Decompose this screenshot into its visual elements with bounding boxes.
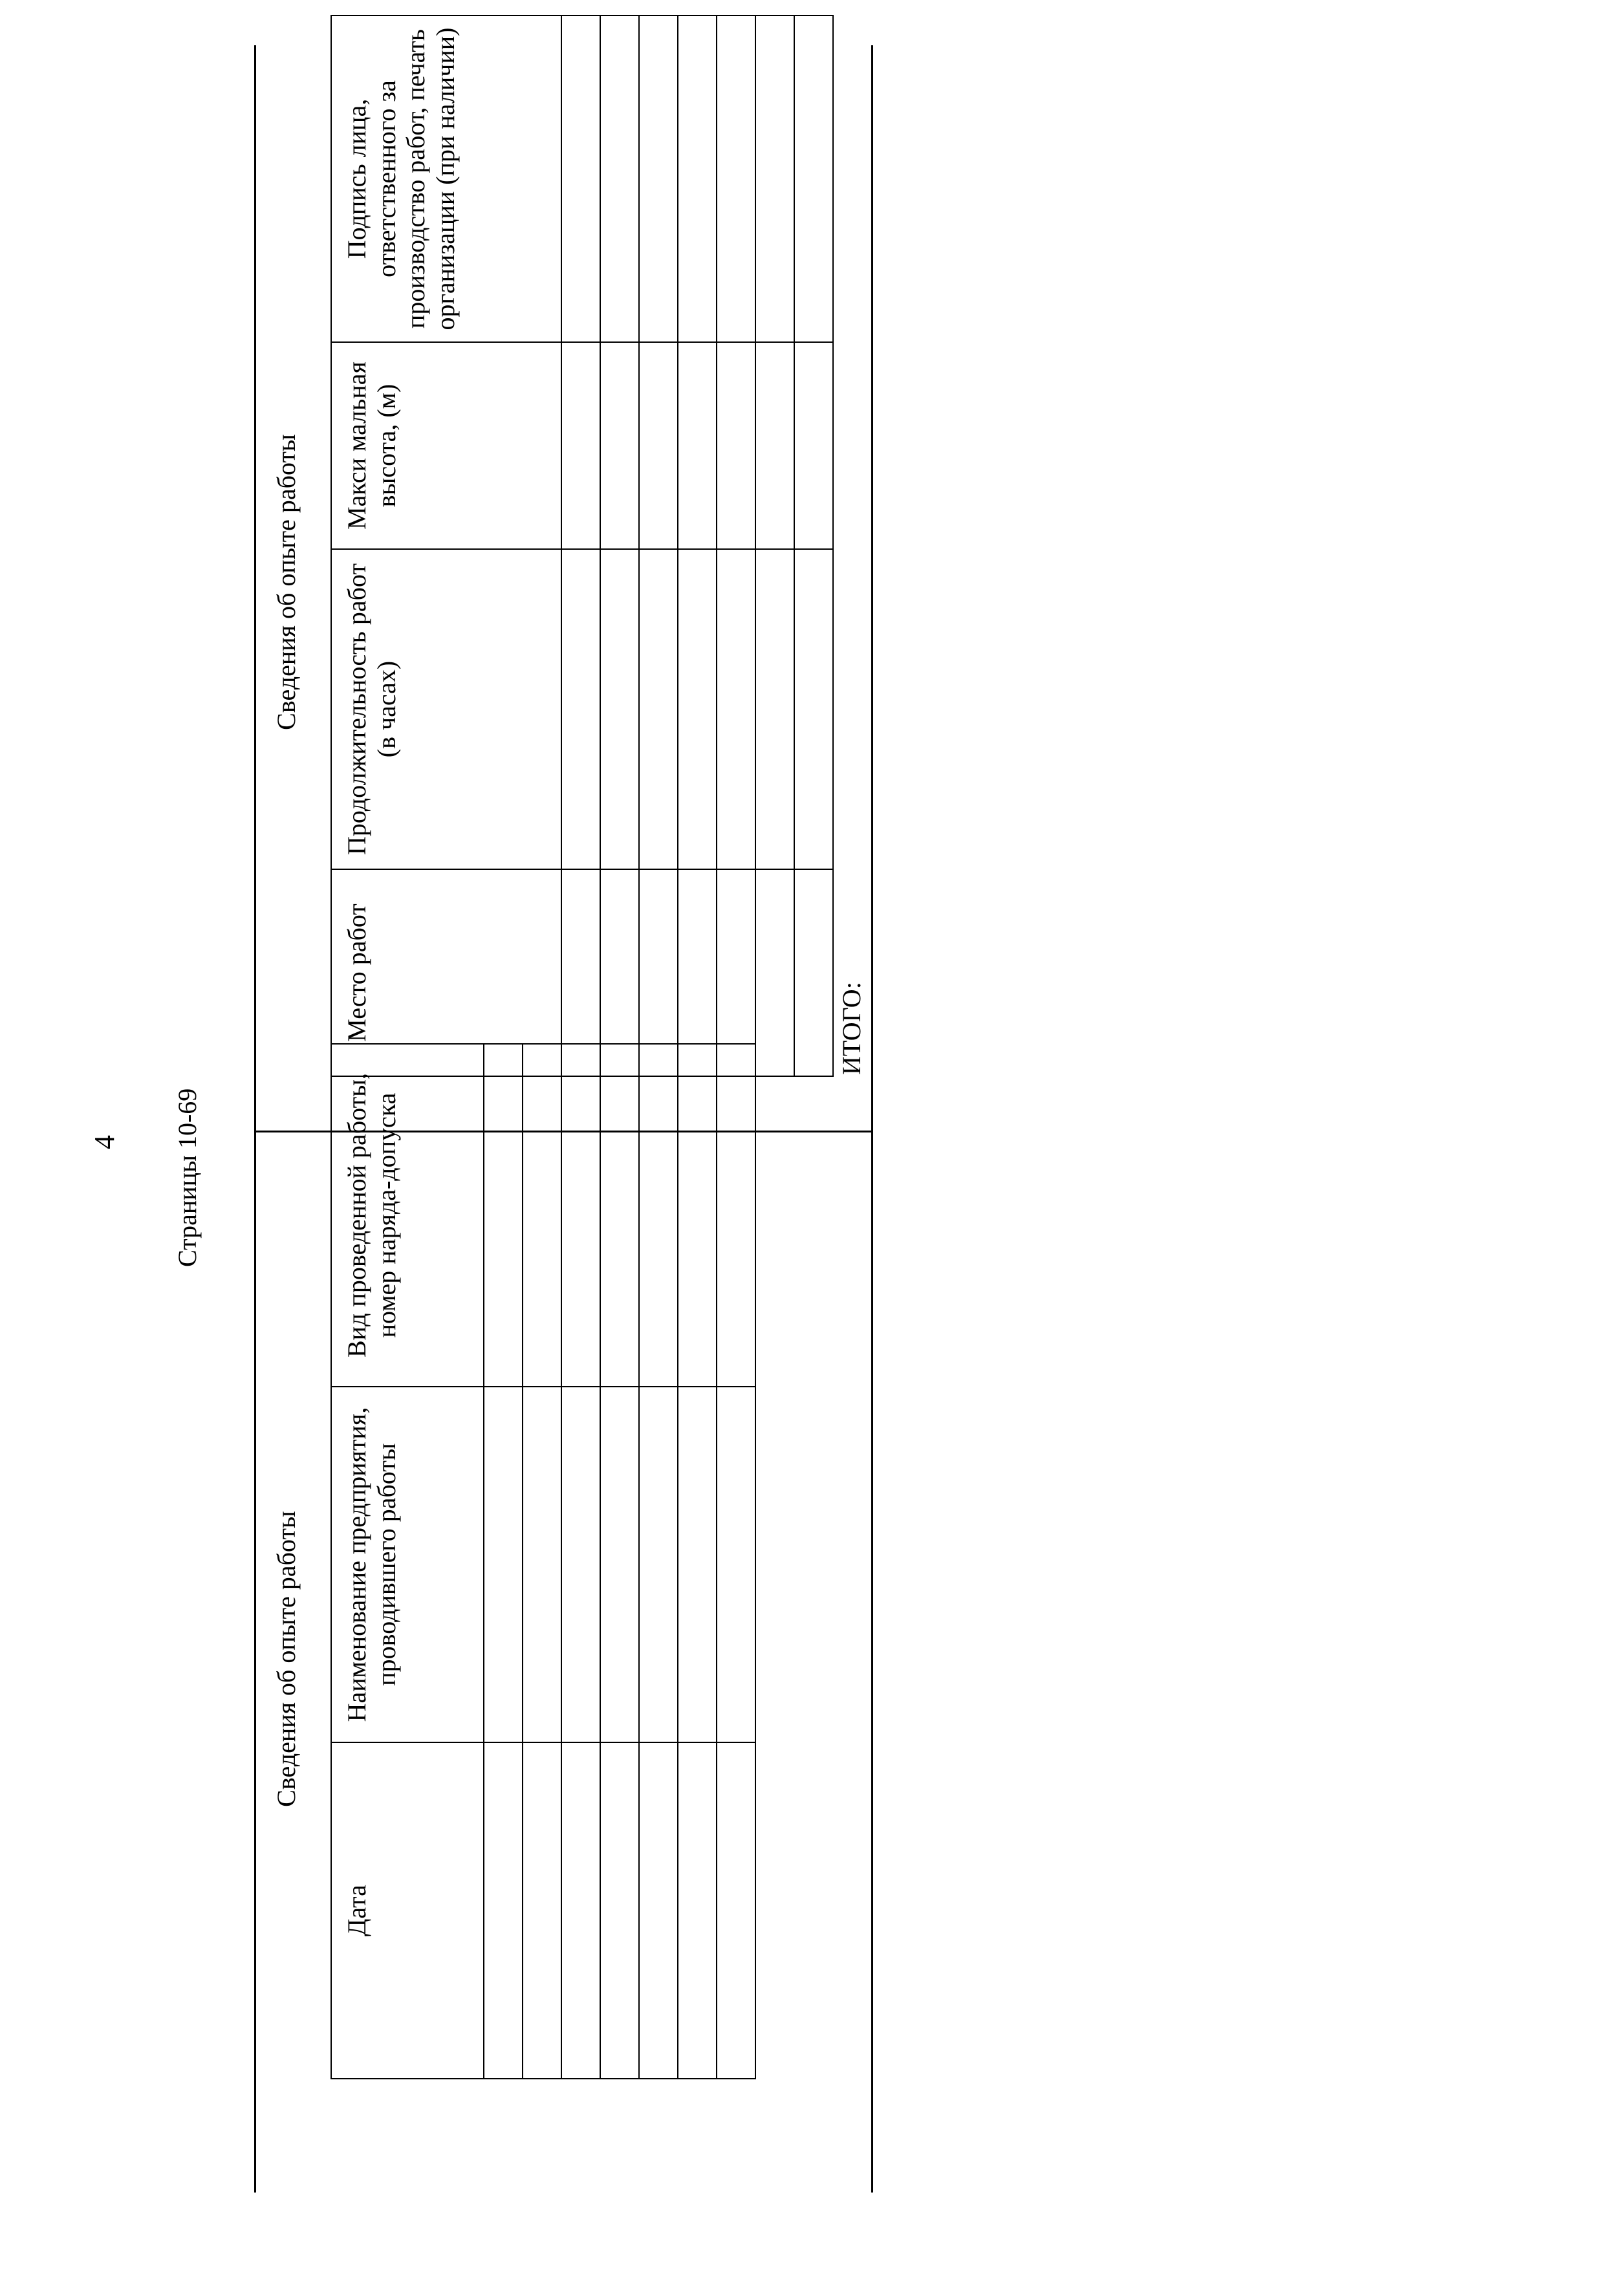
right-experience-table	[331, 15, 834, 1077]
table-cell[interactable]	[755, 869, 794, 1076]
table-cell[interactable]	[600, 16, 639, 342]
table-cell[interactable]	[678, 16, 717, 342]
left-table-row	[600, 1044, 639, 2079]
table-cell[interactable]	[600, 549, 639, 869]
right-table-row	[561, 16, 600, 1076]
table-cell[interactable]	[523, 1387, 561, 1742]
left-col-date: Дата	[331, 1742, 484, 2079]
table-cell[interactable]	[561, 1044, 600, 1387]
table-cell[interactable]	[561, 342, 600, 549]
table-cell[interactable]	[639, 16, 678, 342]
page-range: Страницы 10-69	[173, 1088, 202, 1267]
table-cell[interactable]	[639, 549, 678, 869]
right-section-caption: Сведения об опыте работы	[272, 434, 301, 730]
table-cell[interactable]	[561, 549, 600, 869]
table-cell[interactable]	[561, 1387, 600, 1742]
total-label: ИТОГО:	[837, 982, 866, 1075]
table-cell[interactable]	[717, 1387, 755, 1742]
left-col-work-type: Вид проведенной работы, номер наряда-допуска	[331, 1044, 484, 1387]
table-cell[interactable]	[755, 16, 794, 342]
table-cell[interactable]	[600, 1742, 639, 2079]
right-col-duration: Продолжительность работ (в часах)	[331, 549, 561, 869]
table-cell[interactable]	[717, 342, 755, 549]
right-col-max-height: Макси мальная высота, (м)	[331, 342, 561, 549]
left-table-row	[717, 1044, 755, 2079]
right-table-header	[331, 16, 561, 1076]
table-cell[interactable]	[717, 869, 755, 1076]
table-cell[interactable]	[484, 1044, 523, 1387]
table-cell[interactable]	[717, 16, 755, 342]
table-cell[interactable]	[600, 342, 639, 549]
table-cell[interactable]	[523, 1044, 561, 1387]
right-table-row	[639, 16, 678, 1076]
right-table-row	[794, 16, 833, 1076]
left-experience-table	[331, 1043, 756, 2079]
table-cell[interactable]	[561, 16, 600, 342]
table-cell[interactable]	[717, 549, 755, 869]
left-table-row	[484, 1044, 523, 2079]
table-cell[interactable]	[639, 869, 678, 1076]
table-cell[interactable]	[484, 1387, 523, 1742]
left-table-row	[523, 1044, 561, 2079]
table-cell[interactable]	[678, 1387, 717, 1742]
table-cell[interactable]	[561, 1742, 600, 2079]
table-cell[interactable]	[523, 1742, 561, 2079]
table-cell[interactable]	[639, 342, 678, 549]
table-cell[interactable]	[639, 1742, 678, 2079]
right-col-signature: Подпись лица, ответственного за производство работ, печать организации (при наличии)	[331, 16, 561, 342]
right-table-row	[600, 16, 639, 1076]
table-cell[interactable]	[561, 869, 600, 1076]
table-cell[interactable]	[755, 549, 794, 869]
left-table-header	[331, 1044, 484, 2079]
table-cell[interactable]	[794, 549, 833, 869]
left-table-row	[678, 1044, 717, 2079]
table-cell[interactable]	[717, 1742, 755, 2079]
table-cell[interactable]	[717, 1044, 755, 1387]
page-number: 4	[89, 1135, 120, 1149]
table-cell[interactable]	[600, 1387, 639, 1742]
table-cell[interactable]	[484, 1742, 523, 2079]
table-cell[interactable]	[600, 869, 639, 1076]
right-col-location: Место работ	[331, 869, 561, 1076]
table-cell[interactable]	[794, 869, 833, 1076]
left-table-row	[639, 1044, 678, 2079]
table-cell[interactable]	[794, 342, 833, 549]
table-cell[interactable]	[639, 1387, 678, 1742]
left-section-caption: Сведения об опыте работы	[272, 1511, 301, 1807]
right-table-row	[755, 16, 794, 1076]
table-cell[interactable]	[678, 549, 717, 869]
table-cell[interactable]	[678, 1044, 717, 1387]
table-cell[interactable]	[678, 869, 717, 1076]
right-table-row	[678, 16, 717, 1076]
experience-form	[255, 27, 883, 2189]
table-cell[interactable]	[794, 16, 833, 342]
table-cell[interactable]	[755, 342, 794, 549]
left-col-company: Наименование предприятия, проводившего работы	[331, 1387, 484, 1742]
right-table-row	[717, 16, 755, 1076]
table-cell[interactable]	[678, 1742, 717, 2079]
left-table-row	[561, 1044, 600, 2079]
table-cell[interactable]	[678, 342, 717, 549]
table-cell[interactable]	[639, 1044, 678, 1387]
table-cell[interactable]	[600, 1044, 639, 1387]
